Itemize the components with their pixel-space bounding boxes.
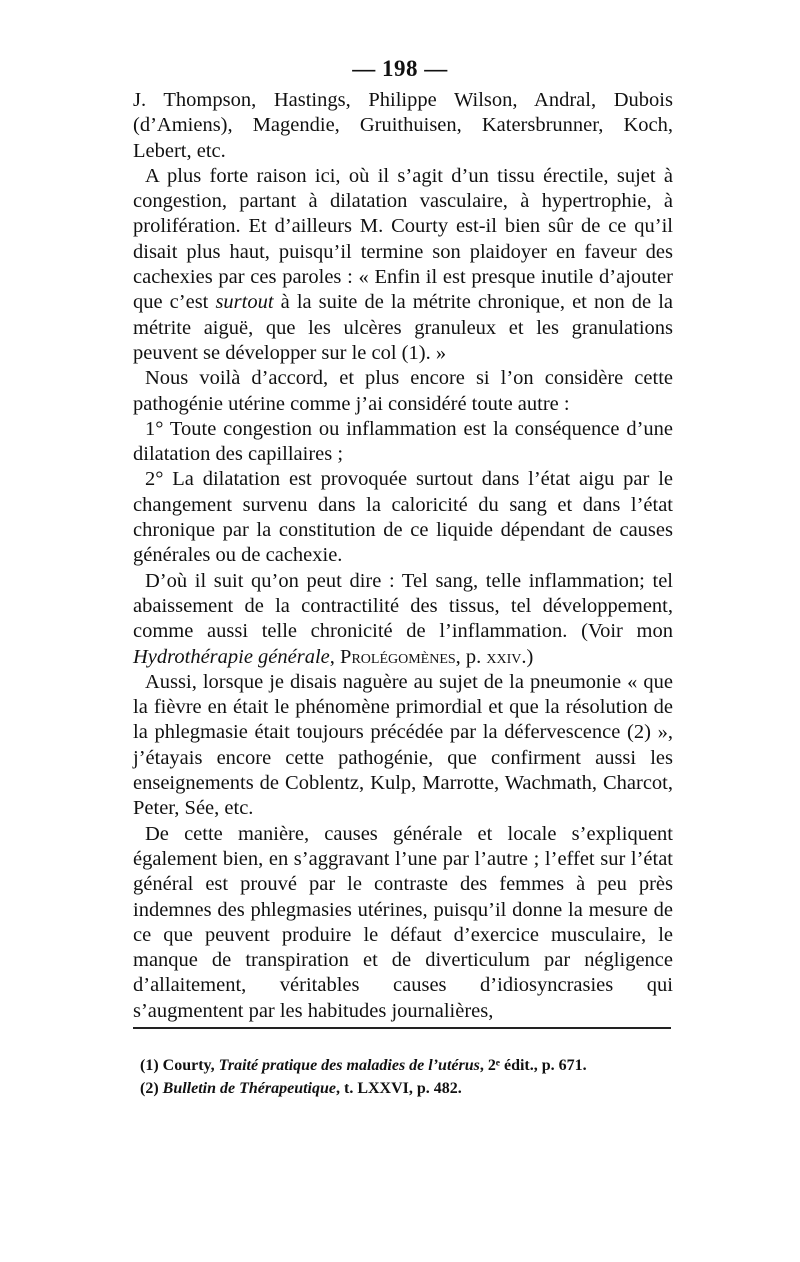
paragraph	[133, 670, 673, 822]
text-segment: à la suite de la métrite chronique, et non de la métrite aiguë, que les ulcères granuleux et les granulations peuvent se développer sur le col (1). »	[133, 291, 674, 364]
italic-text: Traité pratique des maladies de l’utérus	[218, 1057, 480, 1074]
text-segment: , t. LXXVI, p. 482.	[336, 1080, 462, 1097]
smallcaps-text: Prolégomènes	[340, 645, 456, 668]
paragraph	[133, 164, 673, 366]
paragraph	[133, 822, 673, 1024]
italic-text: Bulletin de Thérapeutique	[162, 1080, 336, 1097]
text-segment: (1) Courty,	[140, 1057, 219, 1074]
page-number: — 198 —	[352, 56, 448, 81]
footnote	[140, 1054, 680, 1077]
paragraph	[133, 88, 673, 164]
text-segment: Aussi, lorsque je disais naguère au sujet de la pneumonie « que la fièvre en était le phénomène primordial et que la résolution de la phlegmasie était toujours précédée par la défervescence (2) », j’étayais encore cette pathogénie, que confirment aussi les enseignements de Coblentz, Kulp, Marrotte, Wachmath, Charcot, Peter, Sée, etc.	[133, 670, 673, 820]
paragraph	[133, 569, 673, 670]
text-segment: ,	[329, 645, 341, 668]
paragraph	[133, 467, 673, 568]
footnote-rule	[133, 1027, 671, 1029]
text-segment: , 2ᵉ édit., p. 671.	[479, 1057, 587, 1074]
body-text	[133, 88, 673, 1024]
text-segment: , p.	[455, 645, 487, 668]
text-segment: D’où il suit qu’on peut dire : Tel sang, telle inflammation; tel abaissement de la contractilité des tissus, tel développement, comme aussi telle chronicité de l’inflammation. (Voir mon	[133, 569, 673, 643]
text-segment: 1° Toute congestion ou inflammation est la conséquence d’une dilatation des capillaires ;	[133, 417, 673, 466]
smallcaps-text: xxiv	[486, 645, 522, 668]
text-segment: (2)	[140, 1080, 163, 1097]
footnote	[140, 1077, 680, 1100]
text-segment: .)	[521, 645, 534, 668]
italic-text: surtout	[215, 291, 274, 314]
text-segment: 2° La dilatation est provoquée surtout dans l’état aigu par le changement survenu dans la caloricité du sang et dans l’état chronique par la constitution de ce liquide dépendant de causes générales ou de cachexie.	[133, 468, 673, 567]
text-segment: Nous voilà d’accord, et plus encore si l’on considère cette pathogénie utérine comme j’ai considéré toute autre :	[133, 367, 673, 415]
italic-text: Hydrothérapie générale	[133, 645, 330, 668]
paragraph	[133, 366, 673, 417]
text-segment: A plus forte raison ici, où il s’agit d’un tissu érectile, sujet à congestion, partant à dilatation vasculaire, à hypertrophie, à prolifération. Et d’ailleurs M. Courty est-il bien sûr de ce qu’il disait plus haut, puisqu’il termine son plaidoyer en faveur des cachexies par ces paroles : « Enfin il est presque inutile d’ajouter que c’est	[133, 164, 673, 314]
text-segment: J. Thompson, Hastings, Philippe Wilson, Andral, Dubois (d’Amiens), Magendie, Gruithuisen, Katersbrunner, Koch, Lebert, etc.	[133, 89, 673, 162]
paragraph	[133, 417, 673, 468]
footnotes	[140, 1054, 680, 1100]
text-segment: De cette manière, causes générale et locale s’expliquent également bien, en s’aggravant l’une par l’autre ; l’effet sur l’état général est prouvé par le contraste des femmes à peu près indemnes des phlegmasies utérines, puisqu’il donne la mesure de ce que peuvent produire le défaut d’exercice musculaire, le manque de transpiration et de diverticulum par négligence d’allaitement, véritables causes d’idiosyncrasies qui s’augmentent par les habitudes journalières,	[133, 822, 673, 1022]
